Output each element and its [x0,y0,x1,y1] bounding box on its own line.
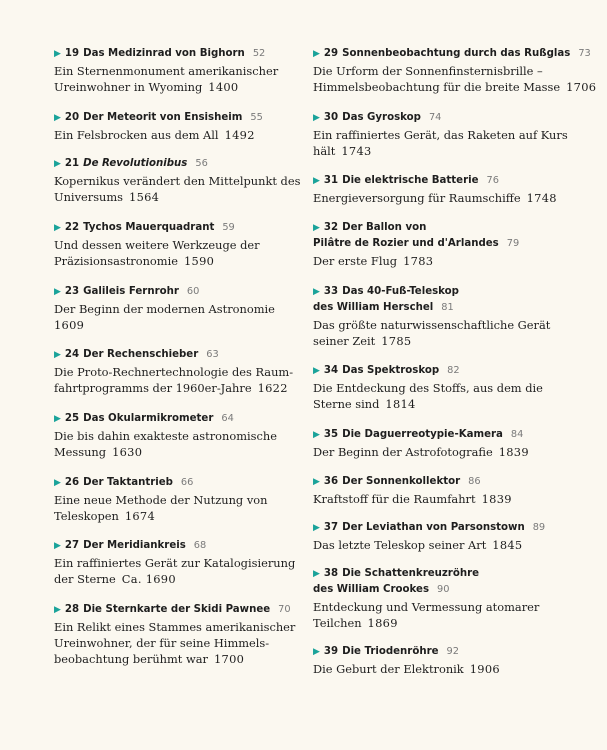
entry-description [313,317,575,349]
description-line: Ein Felsbrocken aus dem All 1492 [54,128,255,142]
description-line: Sterne sind 1814 [313,397,416,411]
description-line: hält 1743 [313,144,372,158]
description-line: seiner Zeit 1785 [313,334,412,348]
arrow-right-icon: ▶ [313,366,320,376]
entry-description [54,555,300,587]
description-line: Ein Sternenmonument amerikanischer [54,64,279,78]
description-line: Die bis dahin exakteste astronomische [54,429,277,443]
entry-title: Das Spektroskop [342,365,440,376]
arrow-right-icon: ▶ [313,477,320,487]
entry-page-number: 68 [193,540,207,551]
arrow-right-icon: ▶ [54,223,61,233]
entry-year: 1748 [526,191,557,205]
toc-entry[interactable] [54,538,300,587]
description-line: Der Beginn der modernen Astronomie [54,302,275,316]
description-line: Ureinwohner in Wyoming 1400 [54,80,239,94]
entry-number: 24 [64,349,80,360]
entry-number: 31 [323,175,339,186]
entry-year: 1400 [208,80,239,94]
entry-year: 1492 [224,128,255,142]
toc-entry[interactable] [54,411,300,460]
entry-title: Die Schattenkreuzröhre [342,568,480,579]
description-line: Universums 1564 [54,190,160,204]
entry-heading [54,156,300,172]
toc-entry[interactable] [54,110,300,143]
description-line: Die Urform der Sonnenfinsternisbrille – [313,64,543,78]
entry-page-number: 76 [486,175,499,186]
description-line: beobachtung berühmt war 1700 [54,652,245,666]
arrow-right-icon: ▶ [313,430,320,440]
description-line: Eine neue Methode der Nutzung von [54,493,268,507]
entry-description [54,173,300,205]
description-line: Teleskopen 1674 [54,509,156,523]
toc-entry[interactable] [313,284,575,349]
entry-title-continued: des William Herschel [313,302,434,313]
description-line: Ein raffiniertes Gerät, das Raketen auf Kurs [313,128,568,142]
toc-entry[interactable] [313,220,575,269]
entry-year: 1609 [54,318,85,332]
entry-title: Der Meteorit von Ensisheim [83,112,243,123]
entry-title-continued: Pilâtre de Rozier und d'Arlandes [313,238,499,249]
entry-heading [313,363,575,379]
description-line [54,317,300,333]
entry-heading [313,110,575,126]
entry-title: Das Okularmikrometer [83,413,214,424]
arrow-right-icon: ▶ [54,287,61,297]
entry-page-number: 59 [222,222,235,233]
entry-heading [313,427,575,443]
entry-page-number: 66 [180,477,194,488]
entry-title: Das Medizinrad von Bighorn [83,48,245,59]
entry-title: Galileis Fernrohr [83,286,179,297]
entry-heading [54,110,300,126]
entry-heading-line2 [313,582,575,598]
entry-description [313,491,575,507]
toc-entry[interactable] [54,220,300,269]
entry-title: Der Ballon von [342,222,427,233]
entry-year: 1839 [498,445,529,459]
entry-page-number: 81 [441,302,454,313]
entry-page-number: 82 [447,365,460,376]
arrow-right-icon: ▶ [313,569,320,579]
description-line: Energieversorgung für Raumschiffe 1748 [313,191,557,205]
arrow-right-icon: ▶ [313,223,320,233]
entry-year: 1674 [124,509,156,523]
entry-number: 35 [323,429,339,440]
entry-heading [54,538,300,554]
entry-number: 21 [64,158,80,169]
entry-description [313,599,575,631]
entry-heading [313,220,575,236]
description-line: Das größte naturwissenschaftliche Gerät [313,318,551,332]
description-line: Und dessen weitere Werkzeuge der [54,238,260,252]
entry-description [313,253,575,269]
entry-page-number: 89 [532,522,546,533]
entry-heading [54,411,300,427]
entry-title: Die Daguerreotypie-Kamera [342,429,503,440]
entry-description [54,237,300,269]
description-line: Der Beginn der Astrofotografie 1839 [313,445,529,459]
description-line: Das letzte Teleskop seiner Art 1845 [313,538,523,552]
entry-year: 1700 [214,652,245,666]
entry-heading [313,284,575,300]
entry-number: 34 [323,365,339,376]
entry-number: 32 [323,222,339,233]
description-line: Messung 1630 [54,445,143,459]
entry-number: 19 [64,48,80,59]
entry-page-number: 86 [468,476,481,487]
entry-heading-line2 [313,236,575,252]
entry-description [313,380,575,412]
entry-title: Der Taktantrieb [83,477,173,488]
entry-page-number: 84 [510,429,524,440]
entry-page-number: 70 [278,604,291,615]
entry-description [313,127,575,159]
arrow-right-icon: ▶ [313,523,320,533]
entry-heading [54,602,300,618]
entry-page-number: 60 [186,286,200,297]
description-line: Kraftstoff für die Raumfahrt 1839 [313,492,512,506]
arrow-right-icon: ▶ [54,350,61,360]
entry-heading [313,566,575,582]
entry-description [54,619,300,667]
entry-description [313,190,575,206]
entry-year: Ca. 1690 [121,572,176,586]
arrow-right-icon: ▶ [54,541,61,551]
description-line: Ureinwohner, der für seine Himmels- [54,636,270,650]
entry-number: 23 [64,286,80,297]
toc-entry[interactable] [54,347,300,396]
entry-title-continued: des William Crookes [313,584,430,595]
entry-year: 1630 [112,445,143,459]
entry-number: 26 [64,477,80,488]
entry-heading [54,46,300,62]
entry-year: 1814 [385,397,416,411]
description-line: Kopernikus verändert den Mittelpunkt des [54,174,301,188]
entry-number: 25 [64,413,80,424]
arrow-right-icon: ▶ [54,159,61,169]
entry-year: 1869 [367,616,398,630]
entry-number: 37 [323,522,339,533]
arrow-right-icon: ▶ [313,49,320,59]
entry-description [313,661,575,677]
entry-title: Der Meridiankreis [83,540,186,551]
arrow-right-icon: ▶ [313,176,320,186]
toc-entry[interactable] [54,46,300,95]
entry-number: 36 [323,476,339,487]
arrow-right-icon: ▶ [54,49,61,59]
entry-year: 1839 [481,492,512,506]
toc-entry[interactable] [313,566,575,631]
entry-number: 30 [323,112,339,123]
entry-number: 27 [64,540,80,551]
entry-title: Die elektrische Batterie [342,175,479,186]
entry-year: 1785 [381,334,412,348]
entry-description [54,63,300,95]
toc-entry[interactable] [313,363,575,412]
entry-page-number: 55 [250,112,263,123]
entry-number: 22 [64,222,80,233]
description-line: fahrtprogramms der 1960er-Jahre 1622 [54,381,288,395]
entry-description [54,301,300,333]
entry-heading [313,474,575,490]
entry-number: 38 [323,568,339,579]
toc-entry[interactable] [313,110,575,159]
entry-heading [54,475,300,491]
entry-year: 1622 [257,381,288,395]
toc-entry[interactable] [54,475,300,524]
entry-number: 20 [64,112,80,123]
entry-heading [54,220,300,236]
arrow-right-icon: ▶ [54,113,61,123]
entry-page-number: 52 [252,48,266,59]
entry-heading-line2 [313,300,575,316]
entry-title: Sonnenbeobachtung durch das Rußglas [342,48,571,59]
entry-year: 1743 [341,144,372,158]
toc-entry[interactable] [54,156,300,205]
entry-title: Das 40-Fuß-Teleskop [342,286,459,297]
toc-entry[interactable] [313,173,575,206]
entry-page-number: 73 [578,48,591,59]
description-line: Die Proto-Rechnertechnologie des Raum- [54,365,294,379]
toc-entry[interactable] [313,474,575,507]
entry-page-number: 79 [506,238,520,249]
entry-year: 1706 [566,80,597,94]
arrow-right-icon: ▶ [54,414,61,424]
entry-number: 33 [323,286,339,297]
entry-title: Das Gyroskop [342,112,421,123]
entry-heading [313,644,575,660]
entry-description [54,428,300,460]
description-line: Teilchen 1869 [313,616,398,630]
arrow-right-icon: ▶ [313,647,320,657]
description-line: Ein raffiniertes Gerät zur Katalogisierung [54,556,296,570]
entry-number: 39 [323,646,339,657]
entry-title: Die Sternkarte der Skidi Pawnee [83,604,271,615]
entry-page-number: 74 [428,112,442,123]
entry-description [313,537,575,553]
entry-title: Tychos Mauerquadrant [83,222,215,233]
entry-description [54,492,300,524]
description-line: der Sterne Ca. 1690 [54,572,176,586]
toc-entry[interactable] [313,427,575,460]
entry-year: 1783 [403,254,434,268]
entry-page-number: 56 [195,158,208,169]
entry-heading [313,46,591,62]
toc-entry[interactable] [313,644,575,677]
entry-title: Der Rechenschieber [83,349,199,360]
entry-heading [313,520,575,536]
description-line: Entdeckung und Vermessung atomarer [313,600,540,614]
entry-page-number: 92 [446,646,459,657]
description-line: Der erste Flug 1783 [313,254,434,268]
entry-heading [54,284,300,300]
entry-description [54,364,300,396]
entry-description [313,444,575,460]
description-line: Himmelsbeobachtung für die breite Masse 1706 [313,80,597,94]
toc-entry[interactable] [54,284,300,333]
entry-title: Die Triodenröhre [342,646,439,657]
entry-page-number: 64 [221,413,234,424]
description-line: Präzisionsastronomie 1590 [54,254,215,268]
entry-description [54,127,300,143]
toc-entry[interactable] [313,520,575,553]
entry-year: 1906 [469,662,500,676]
description-line: Die Geburt der Elektronik 1906 [313,662,500,676]
entry-heading [313,173,575,189]
entry-page-number: 90 [437,584,450,595]
entry-title: Der Sonnenkollektor [342,476,461,487]
arrow-right-icon: ▶ [54,605,61,615]
arrow-right-icon: ▶ [313,113,320,123]
entry-year: 1590 [183,254,215,268]
entry-description [313,63,597,95]
entry-number: 28 [64,604,80,615]
arrow-right-icon: ▶ [313,287,320,297]
toc-entry[interactable] [54,602,300,667]
entry-title: Der Leviathan von Parsonstown [342,522,525,533]
entry-number: 29 [323,48,339,59]
description-line: Ein Relikt eines Stammes amerikanischer [54,620,296,634]
entry-year: 1845 [492,538,523,552]
entry-page-number: 63 [206,349,219,360]
entry-year: 1564 [129,190,160,204]
entry-title: De Revolutionibus [83,158,188,169]
entry-heading [54,347,300,363]
arrow-right-icon: ▶ [54,478,61,488]
toc-entry[interactable] [313,46,597,95]
description-line: Die Entdeckung des Stoffs, aus dem die [313,381,543,395]
